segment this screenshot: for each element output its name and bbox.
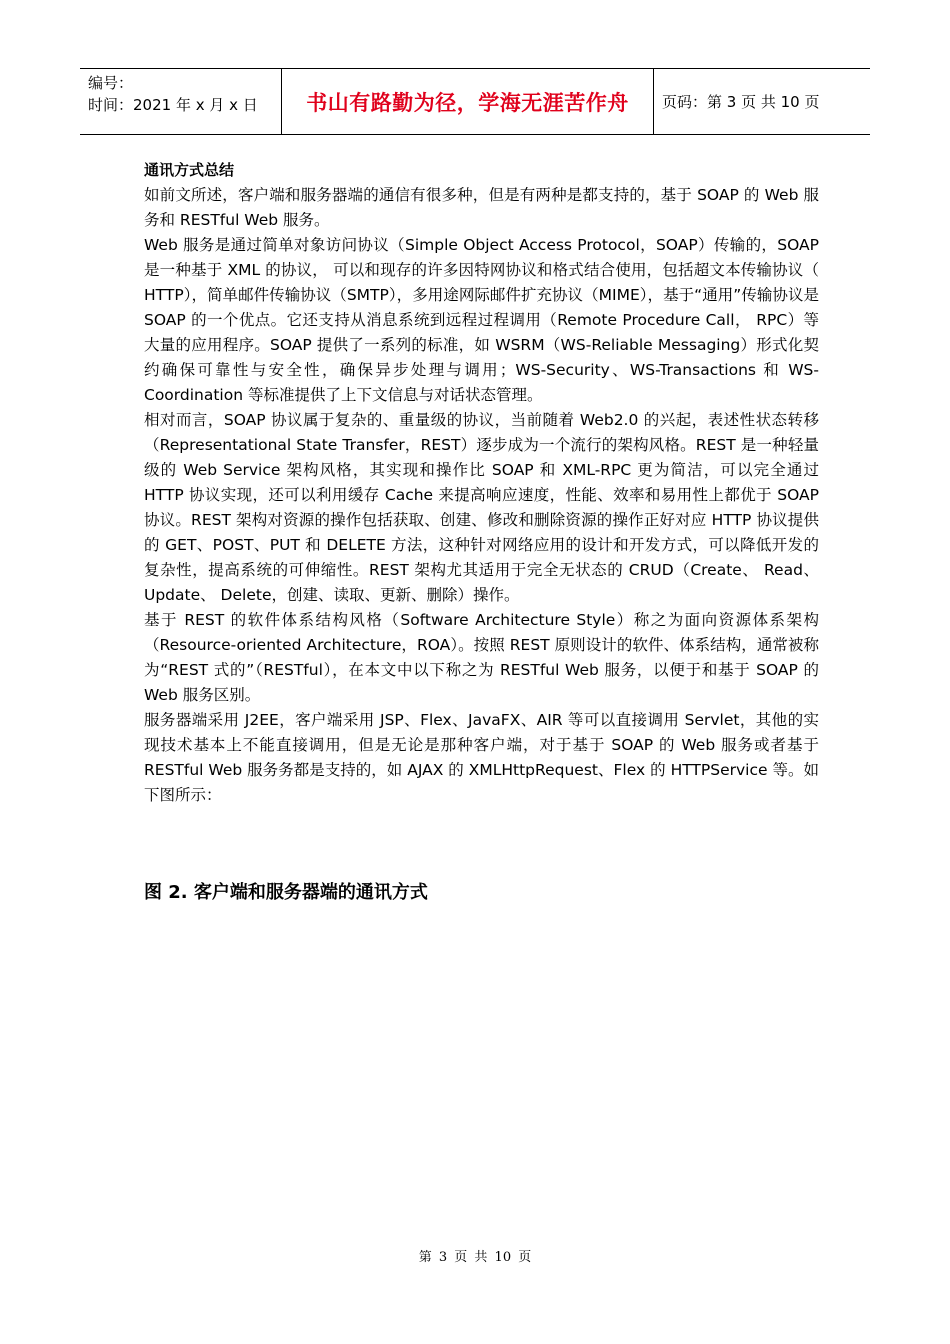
document-body: [144, 158, 819, 808]
paragraph: 如前文所述，客户端和服务器端的通信有很多种，但是有两种是都支持的，基于 SOAP 的 Web 服务和 RESTful Web 服务。: [144, 186, 819, 229]
header-motto: 书山有路勤为径，学海无涯苦作舟: [282, 69, 654, 134]
page-footer: 第 3 页 共 10 页: [418, 1250, 532, 1265]
figure-caption: 图 2. 客户端和服务器端的通讯方式: [144, 882, 428, 903]
paragraph: Web 服务是通过简单对象访问协议（Simple Object Access Protocol，SOAP）传输的，SOAP 是一种基于 XML 的协议， 可以和现存的许多因特网协议和格式结合使用，包括超文本传输协议（ HTTP），简单邮件传输协议（SMTP），多用途网际邮件扩充协议（MIME），基于“通用”传输协议是 SOAP 的一个优点。它还支持从消息系统到远程过程调用（Remote Procedure Call， RPC）等大量的应用程序。SOAP 提供了一系列的标准，如 WSRM（WS-Reliable Messaging）形式化契约确保可靠性与安全性，确保异步处理与调用；WS-Security、WS-Transactions 和 WS-Coordination 等标准提供了上下文信息与对话状态管理。: [144, 236, 819, 404]
header-page-number: 页码：第 3 页 共 10 页: [662, 93, 820, 111]
header-number: 编号：: [88, 74, 134, 92]
paragraph: 相对而言，SOAP 协议属于复杂的、重量级的协议，当前随着 Web2.0 的兴起，表述性状态转移（Representational State Transfer，REST）逐步成为一个流行的架构风格。REST 是一种轻量级的 Web Service 架构风格，其实现和操作比 SOAP 和 XML-RPC 更为简洁，可以完全通过 HTTP 协议实现，还可以利用缓存 Cache 来提高响应速度，性能、效率和易用性上都优于 SOAP 协议。REST 架构对资源的操作包括获取、创建、修改和删除资源的操作正好对应 HTTP 协议提供的 GET、POST、PUT 和 DELETE 方法，这种针对网络应用的设计和开发方式，可以降低开发的复杂性，提高系统的可伸缩性。REST 架构尤其适用于完全无状态的 CRUD（Create、 Read、 Update、 Delete，创建、读取、更新、删除）操作。: [144, 411, 819, 604]
paragraph: 服务器端采用 J2EE，客户端采用 JSP、Flex、JavaFX、AIR 等可以直接调用 Servlet，其他的实现技术基本上不能直接调用，但是无论是那种客户端，对于基于 SOAP 的 Web 服务或者基于 RESTful Web 服务务都是支持的，如 AJAX 的 XMLHttpRequest、Flex 的 HTTPService 等。如下图所示：: [144, 711, 819, 804]
document-header: [80, 68, 870, 135]
header-date: 时间：2021 年 x 月 x 日: [88, 96, 258, 114]
section-title: 通讯方式总结: [144, 161, 235, 179]
header-meta: [80, 69, 282, 134]
paragraph: 基于 REST 的软件体系结构风格（Software Architecture Style）称之为面向资源体系架构（Resource-oriented Architecture，ROA）。按照 REST 原则设计的软件、体系结构，通常被称为“REST 式的”（RESTful），在本文中以下称之为 RESTful Web 服务，以便于和基于 SOAP 的 Web 服务区别。: [144, 611, 819, 704]
